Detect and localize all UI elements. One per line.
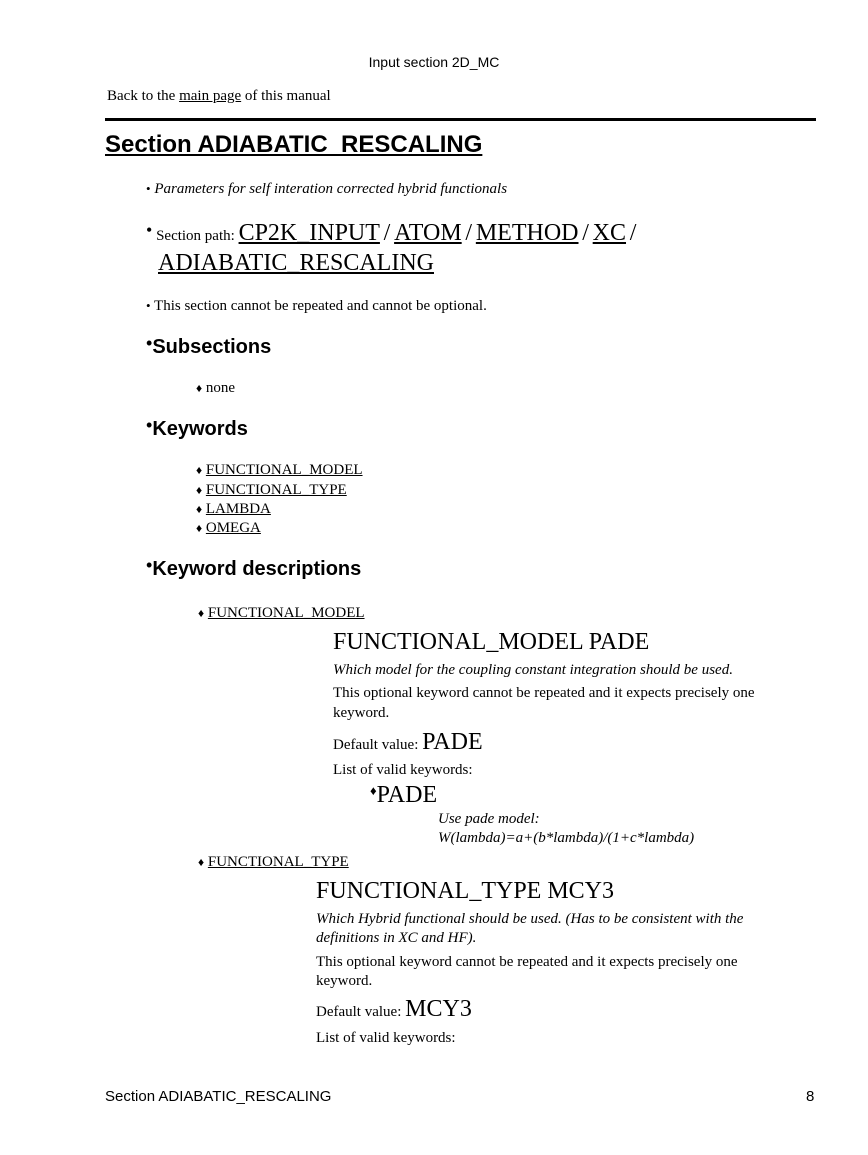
keyword-link-omega[interactable]: OMEGA xyxy=(205,520,261,536)
bullet-dot-icon: • xyxy=(146,555,153,575)
keyword-list-item xyxy=(196,520,261,537)
kw-type-desc-line2: definitions in XC and HF). xyxy=(316,930,477,946)
default-label: Default value: xyxy=(316,1004,402,1020)
subsection-none: none xyxy=(205,380,236,396)
kw-model-default xyxy=(333,729,483,756)
back-line xyxy=(107,88,331,105)
kw-type-valid-label: List of valid keywords: xyxy=(316,1030,456,1046)
keywords-item xyxy=(146,415,248,441)
kw-type-title: FUNCTIONAL_TYPE MCY3 xyxy=(316,878,615,904)
keyword-link-lambda[interactable]: LAMBDA xyxy=(205,501,271,517)
bullet-dot-icon: • xyxy=(146,181,151,196)
header-rule xyxy=(105,118,816,121)
keyword-link-functional-type[interactable]: FUNCTIONAL_TYPE xyxy=(205,482,347,498)
keyword-descriptions-item xyxy=(146,555,362,581)
keyword-descriptions-heading: Keyword descriptions xyxy=(152,558,362,580)
valid-keyword-desc-line2: W(lambda)=a+(b*lambda)/(1+c*lambda) xyxy=(438,830,695,846)
path-link-method[interactable]: METHOD xyxy=(475,220,579,246)
path-separator: / xyxy=(383,220,391,246)
kw-model-desc: Which model for the coupling constant integration should be used. xyxy=(333,662,733,678)
keyword-link-functional-model[interactable]: FUNCTIONAL_MODEL xyxy=(205,462,363,478)
diamond-bullet-icon: ♦ xyxy=(196,381,203,395)
kw-model-valid-item xyxy=(370,782,437,809)
path-link-cp2k-input[interactable]: CP2K_INPUT xyxy=(238,220,380,246)
subsections-heading: Subsections xyxy=(152,336,272,358)
diamond-bullet-icon: ♦ xyxy=(196,483,203,497)
diamond-bullet-icon: ♦ xyxy=(198,855,205,869)
back-prefix: Back to the xyxy=(107,88,176,104)
bullet-dot-icon: • xyxy=(146,298,151,313)
description-item xyxy=(146,181,507,198)
section-description: Parameters for self interation corrected hybrid functionals xyxy=(154,181,508,197)
keywords-heading: Keywords xyxy=(152,418,248,440)
kw-type-desc-line1: Which Hybrid functional should be used. (Has to be consistent with the xyxy=(316,911,744,927)
kw-type-default xyxy=(316,996,472,1023)
path-link-atom[interactable]: ATOM xyxy=(394,220,462,246)
diamond-bullet-icon: ♦ xyxy=(196,521,203,535)
repeat-note-item xyxy=(146,298,487,315)
running-header: Input section 2D_MC xyxy=(368,54,500,70)
section-path-cont xyxy=(158,250,434,277)
kw-type-anchor-item xyxy=(198,854,349,871)
back-suffix: of this manual xyxy=(244,88,331,104)
default-label: Default value: xyxy=(333,737,419,753)
path-separator: / xyxy=(465,220,473,246)
valid-keyword-pade: PADE xyxy=(376,782,438,808)
bullet-dot-icon: • xyxy=(146,333,153,353)
subsection-list-item xyxy=(196,380,235,397)
keyword-list xyxy=(196,462,496,542)
kw-model-link[interactable]: FUNCTIONAL_MODEL xyxy=(207,605,365,621)
default-value: MCY3 xyxy=(405,996,472,1022)
path-link-adiabatic-rescaling[interactable]: ADIABATIC_RESCALING xyxy=(158,250,434,276)
kw-model-note-line2: keyword. xyxy=(333,705,390,721)
section-path-item xyxy=(146,220,636,247)
diamond-bullet-icon: ♦ xyxy=(196,502,203,516)
footer-page-number: 8 xyxy=(806,1088,815,1105)
path-link-xc[interactable]: XC xyxy=(592,220,627,246)
bullet-dot-icon: • xyxy=(146,415,153,435)
keyword-list-item xyxy=(196,501,271,518)
diamond-bullet-icon: ♦ xyxy=(196,463,203,477)
kw-model-anchor-item xyxy=(198,605,365,622)
kw-type-note-line2: keyword. xyxy=(316,973,373,989)
kw-model-title: FUNCTIONAL_MODEL PADE xyxy=(333,629,650,655)
bullet-dot-icon: • xyxy=(146,220,153,240)
diamond-bullet-icon: ♦ xyxy=(370,783,377,798)
keyword-list-item xyxy=(196,482,347,499)
path-separator: / xyxy=(629,220,637,246)
valid-keyword-desc-line1: Use pade model: xyxy=(438,811,540,827)
repeat-note: This section cannot be repeated and cannot be optional. xyxy=(154,298,487,314)
default-value: PADE xyxy=(422,729,483,755)
kw-type-link[interactable]: FUNCTIONAL_TYPE xyxy=(207,854,349,870)
diamond-bullet-icon: ♦ xyxy=(198,606,205,620)
kw-model-note-line1: This optional keyword cannot be repeated and it expects precisely one xyxy=(333,685,755,701)
kw-model-valid-label: List of valid keywords: xyxy=(333,762,473,778)
path-separator: / xyxy=(582,220,589,246)
section-title: Section ADIABATIC_RESCALING xyxy=(105,131,483,158)
keyword-list-item xyxy=(196,462,363,479)
footer-section-name: Section ADIABATIC_RESCALING xyxy=(105,1088,332,1105)
kw-type-note-line1: This optional keyword cannot be repeated and it expects precisely one xyxy=(316,954,738,970)
subsections-item xyxy=(146,333,272,359)
path-label: Section path: xyxy=(156,228,235,244)
main-page-link[interactable]: main page xyxy=(179,88,242,104)
